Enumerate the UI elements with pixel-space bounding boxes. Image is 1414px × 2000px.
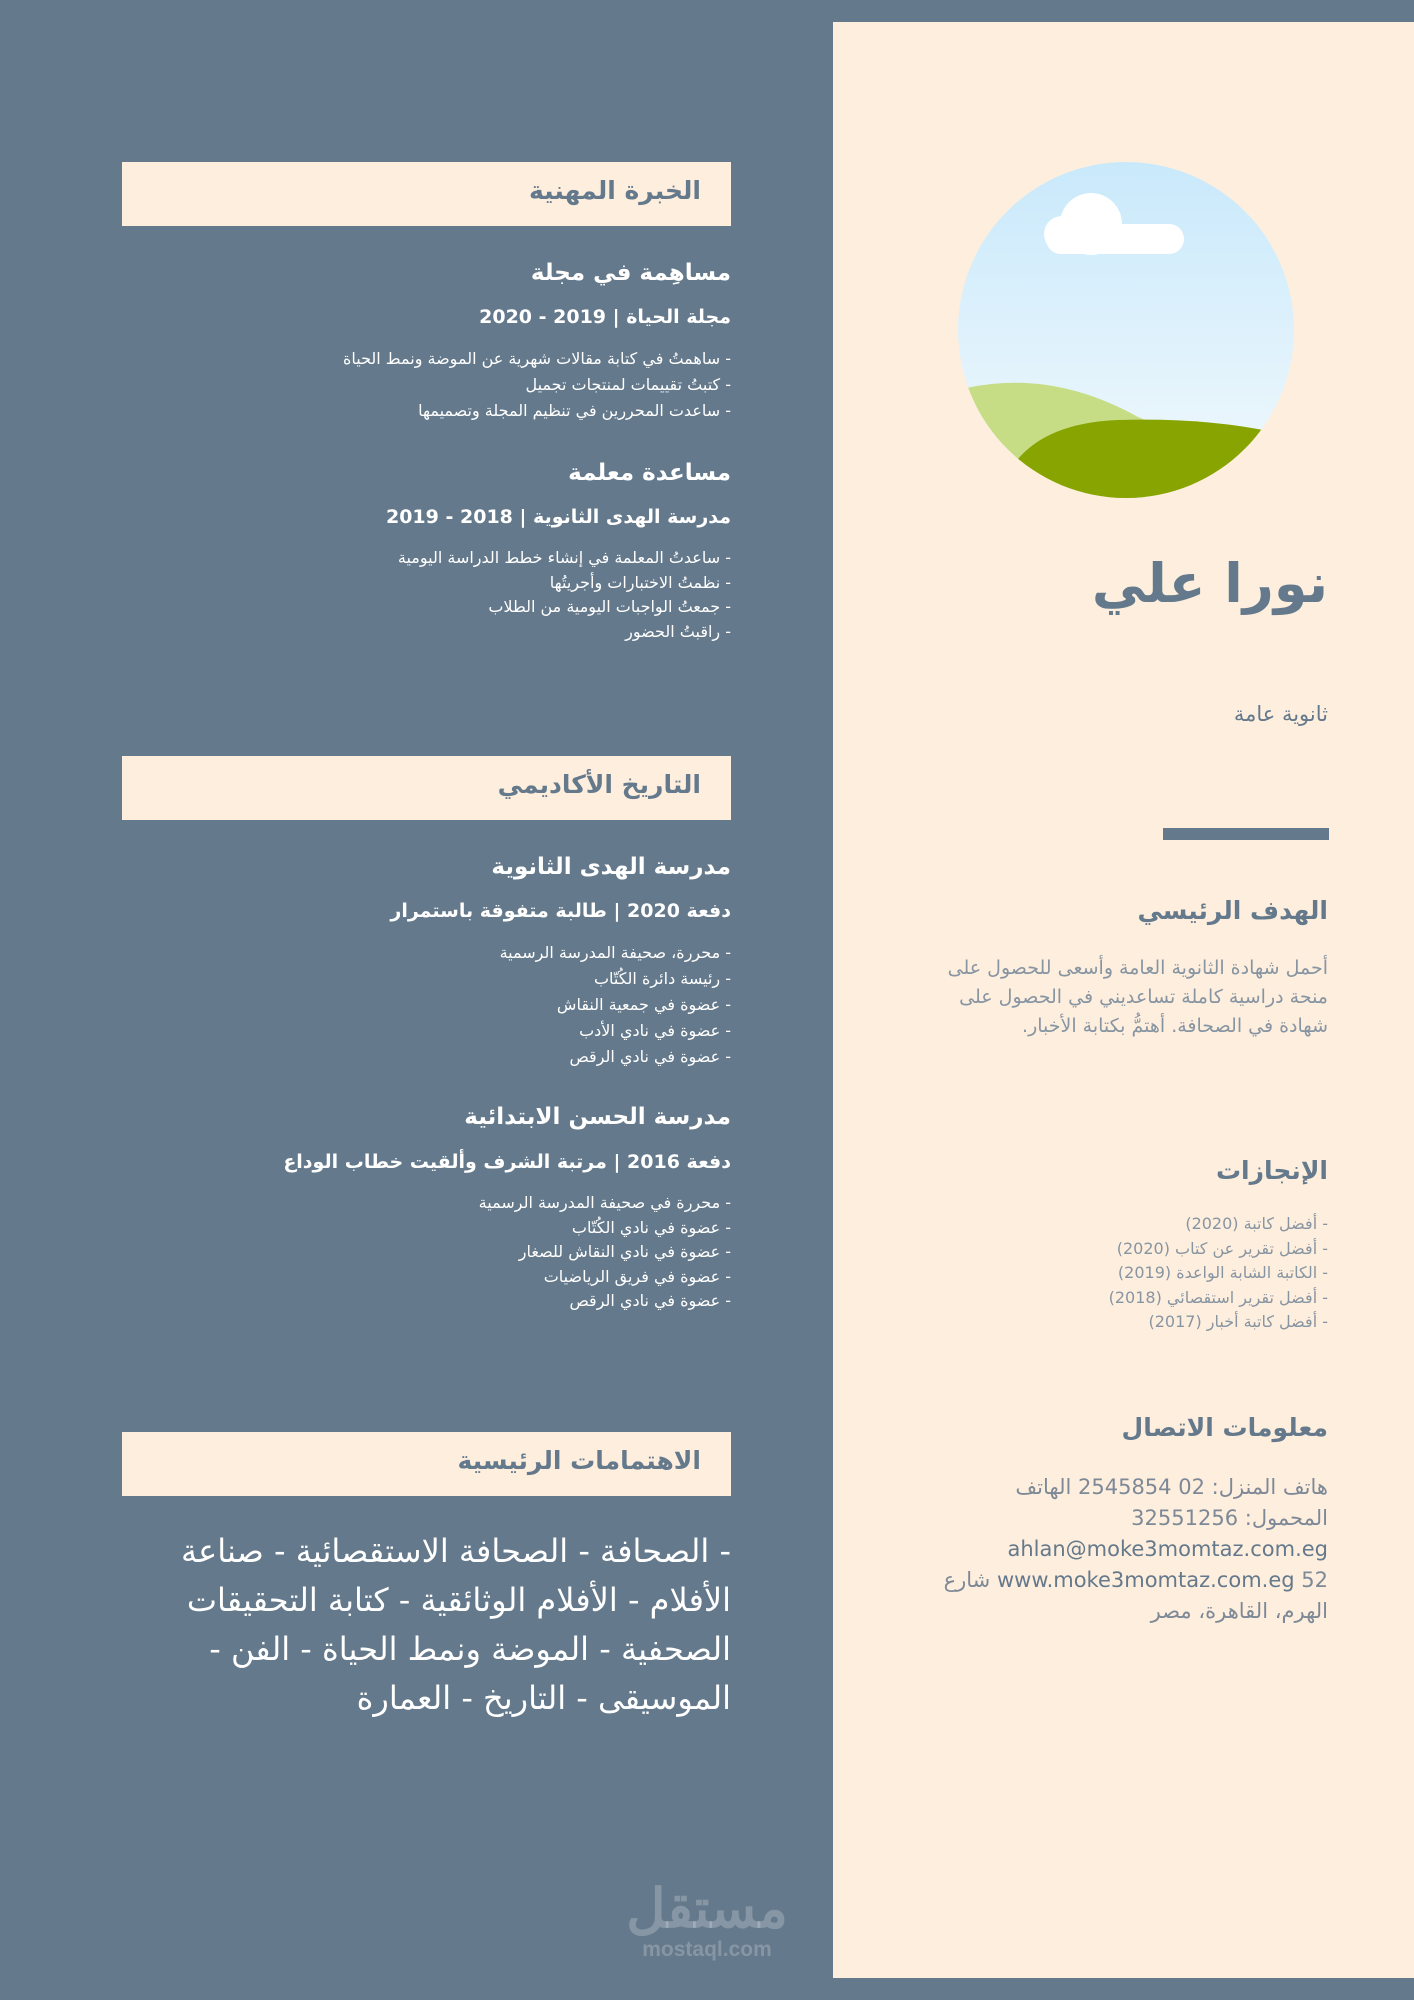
watermark-latin: mostaql.com — [642, 1938, 772, 1961]
list-item: - عضوة في نادي الرقص — [569, 1047, 731, 1066]
education-heading: التاريخ الأكاديمي — [497, 770, 701, 799]
address-city: الهرم، القاهرة، مصر — [1150, 1599, 1328, 1623]
contact-heading: معلومات الاتصال — [1121, 1413, 1328, 1442]
job-subtitle: مدرسة الهدى الثانوية | 2018 - 2019 — [385, 506, 731, 528]
achievements-heading: الإنجازات — [1215, 1156, 1328, 1185]
email-link[interactable]: ahlan@moke3momtaz.com.eg — [1007, 1537, 1328, 1561]
list-item: - محررة، صحيفة المدرسة الرسمية — [499, 943, 731, 962]
objective-text: أحمل شهادة الثانوية العامة وأسعى للحصول على منحة دراسية كاملة تساعديني في الحصول على شهادة في الصحافة. أهتمُّ بكتابة الأخبار. — [947, 957, 1328, 1037]
list-item: - عضوة في نادي الأدب — [579, 1021, 731, 1040]
address-street: شارع — [943, 1568, 991, 1592]
education-header — [122, 756, 731, 820]
experience-header — [122, 162, 731, 226]
list-item: - أفضل كاتبة أخبار (2017) — [1148, 1312, 1328, 1331]
job-title: مساعدة معلمة — [568, 460, 731, 486]
profile-photo-placeholder — [958, 162, 1294, 498]
interests-heading: الاهتمامات الرئيسية — [457, 1446, 701, 1475]
school-subtitle: دفعة 2020 | طالبة متفوقة باستمرار — [390, 900, 731, 922]
list-item: - ساعدت المحررين في تنظيم المجلة وتصميمها — [418, 401, 731, 420]
objective-heading: الهدف الرئيسي — [1137, 896, 1328, 925]
list-item: - جمعتُ الواجبات اليومية من الطلاب — [488, 597, 731, 616]
watermark-logo — [620, 1880, 794, 1962]
accent-divider — [1163, 828, 1329, 840]
contact-block — [898, 1472, 1328, 1627]
list-item: - عضوة في جمعية النقاش — [556, 995, 731, 1014]
person-name: نورا علي — [1091, 552, 1328, 615]
school-title: مدرسة الهدى الثانوية — [491, 854, 731, 880]
job-duties-list — [171, 346, 731, 424]
list-item: - أفضل تقرير عن كتاب (2020) — [1116, 1238, 1328, 1258]
list-item: - ساهمتُ في كتابة مقالات شهرية عن الموضة ونمط الحياة — [342, 349, 731, 368]
list-item: - عضوة في نادي النقاش للصغار — [518, 1242, 731, 1261]
address-line — [898, 1565, 1328, 1596]
list-item: - أفضل كاتبة (2020) — [1185, 1214, 1328, 1233]
interests-header — [122, 1432, 731, 1496]
school-activities-list — [171, 1191, 731, 1314]
experience-heading: الخبرة المهنية — [529, 176, 701, 205]
list-item: - الكاتبة الشابة الواعدة (2019) — [1117, 1263, 1328, 1282]
address-number: 52 — [1301, 1568, 1328, 1592]
list-item: - محررة في صحيفة المدرسة الرسمية — [478, 1193, 731, 1212]
job-title: مساهِمة في مجلة — [530, 260, 731, 286]
watermark-arabic: مستقل — [626, 1879, 788, 1939]
job-duties-list — [171, 546, 731, 644]
list-item: - رئيسة دائرة الكُتّاب — [593, 969, 731, 988]
list-item: - أفضل تقرير استقصائي (2018) — [1108, 1287, 1328, 1307]
interests-text: - الصحافة - الصحافة الاستقصائية - صناعة الأفلام - الأفلام الوثائقية - كتابة التحقيقات الصحفية - الموضة ونمط الحياة - الفن - الموسيقى - التاريخ - العمارة — [180, 1532, 731, 1717]
school-title: مدرسة الحسن الابتدائية — [464, 1104, 731, 1130]
achievements-list — [908, 1212, 1328, 1335]
school-activities-list — [171, 940, 731, 1070]
list-item: - نظمتُ الاختبارات وأجريتُها — [549, 572, 731, 592]
website-link[interactable]: www.moke3momtaz.com.eg — [996, 1568, 1295, 1592]
list-item: - عضوة في فريق الرياضيات — [543, 1266, 731, 1286]
list-item: - راقبتُ الحضور — [625, 621, 731, 641]
school-subtitle: دفعة 2016 | مرتبة الشرف وألقيت خطاب الوداع — [283, 1151, 731, 1173]
list-item: - عضوة في نادي الرقص — [569, 1291, 731, 1310]
person-subtitle: ثانوية عامة — [1233, 702, 1328, 726]
job-subtitle: مجلة الحياة | 2019 - 2020 — [479, 306, 731, 328]
list-item: - ساعدتُ المعلمة في إنشاء خطط الدراسة اليومية — [397, 548, 731, 567]
list-item: - عضوة في نادي الكُتّاب — [571, 1217, 731, 1237]
list-item: - كتبتُ تقييمات لمنتجات تجميل — [525, 375, 731, 394]
phone-mobile: المحمول: 32551256 — [1131, 1506, 1328, 1530]
phone-home: هاتف المنزل: 02 2545854 الهاتف — [1015, 1475, 1328, 1499]
